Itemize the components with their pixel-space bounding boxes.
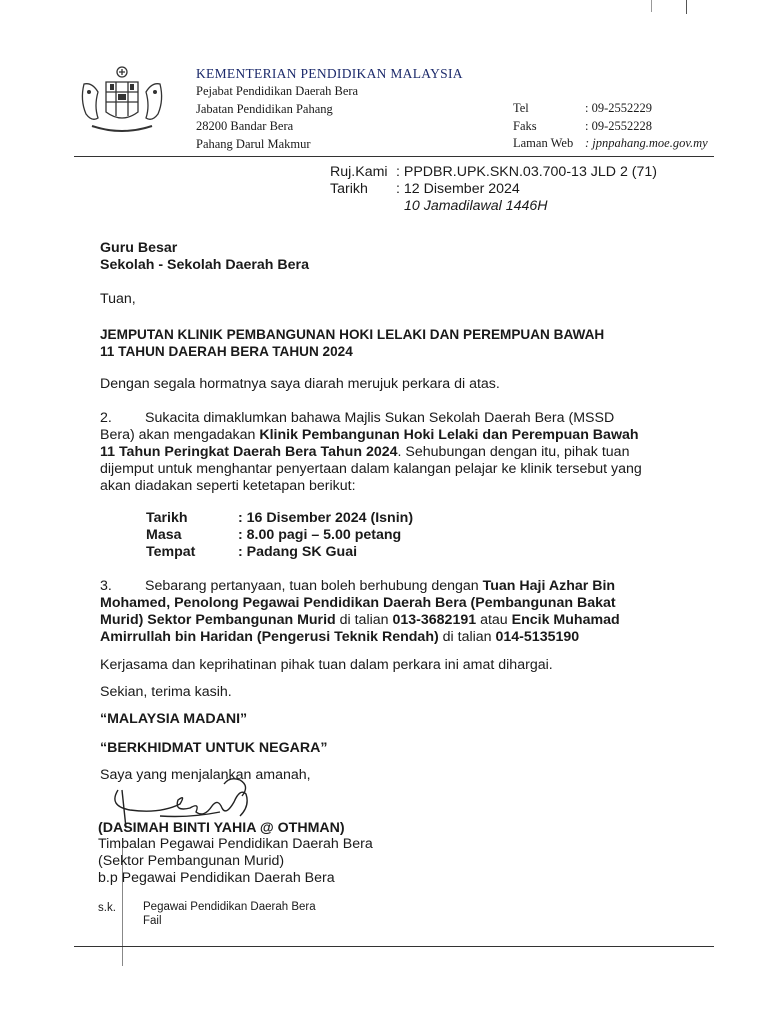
contact-label: Tel	[513, 101, 529, 115]
signatory-titles	[98, 836, 373, 887]
para-text-bold: Amirrullah bin Haridan (Pengerusi Teknik Rendah)	[100, 629, 439, 645]
subject-line: JEMPUTAN KLINIK PEMBANGUNAN HOKI LELAKI DAN PEREMPUAN BAWAH	[100, 327, 605, 342]
paragraph-1: Dengan segala hormatnya saya diarah merujuk perkara di atas.	[100, 376, 500, 392]
amanah-line: Saya yang menjalankan amanah,	[100, 767, 311, 783]
scan-artifact-line	[651, 0, 652, 12]
motto-madani: “MALAYSIA MADANI”	[100, 711, 248, 727]
event-label: Tempat	[146, 544, 196, 560]
para-text-bold: Tuan Haji Azhar Bin	[482, 578, 616, 594]
address-line: Pahang Darul Makmur	[196, 136, 311, 151]
contact-label: Faks	[513, 118, 537, 133]
event-value: : 8.00 pagi – 5.00 petang	[238, 527, 402, 543]
signatory-title: Timbalan Pegawai Pendidikan Daerah Bera	[98, 836, 373, 852]
para-text: di talian	[438, 629, 496, 645]
address-line: Pejabat Pendidikan Daerah Bera	[196, 84, 359, 98]
event-value: : Padang SK Guai	[238, 544, 358, 560]
office-address	[196, 83, 358, 153]
event-label: Tarikh	[146, 510, 188, 526]
recipient-school: Sekolah - Sekolah Daerah Bera	[100, 257, 309, 273]
recipient-title: Guru Besar	[100, 240, 178, 256]
salutation: Tuan,	[100, 291, 136, 307]
cc-label: s.k.	[98, 902, 116, 914]
para-text-bold: Murid) Sektor Pembangunan Murid	[100, 612, 336, 628]
para-text: atau	[476, 612, 512, 628]
address-line: 28200 Bandar Bera	[196, 119, 294, 133]
para-text: Sebarang pertanyaan, tuan boleh berhubung dengan	[145, 578, 483, 594]
paragraph-3	[100, 578, 690, 646]
tarikh-label: Tarikh	[330, 181, 368, 197]
crest-logo	[72, 62, 172, 142]
signatory-title: b.p Pegawai Pendidikan Daerah Bera	[98, 870, 335, 886]
ruj-value: : PPDBR.UPK.SKN.03.700-13 JLD 2 (71)	[396, 164, 658, 180]
ruj-label: Ruj.Kami	[330, 164, 388, 180]
para-text: Bera) akan mengadakan	[100, 427, 260, 443]
address-line: Jabatan Pendidikan Pahang	[196, 101, 333, 116]
phone-number: 014-5135190	[495, 629, 580, 645]
paragraph-4: Kerjasama dan keprihatinan pihak tuan dalam perkara ini amat dihargai.	[100, 657, 553, 673]
contact-value: : 09-2552228	[585, 118, 653, 133]
event-details	[146, 510, 413, 561]
scan-artifact-line	[686, 0, 687, 14]
contact-block	[513, 100, 708, 153]
cc-list	[143, 900, 316, 928]
para-text: akan diadakan seperti ketetapan berikut:	[100, 478, 356, 494]
subject	[100, 326, 604, 360]
phone-number: 013-3682191	[392, 612, 477, 628]
letterhead-divider	[74, 156, 714, 157]
para-text: Sukacita dimaklumkan bahawa Majlis Sukan Sekolah Daerah Bera (MSSD	[145, 410, 615, 426]
para-number: 3.	[100, 578, 112, 594]
subject-line: 11 TAHUN DAERAH BERA TAHUN 2024	[100, 344, 353, 359]
event-label: Masa	[146, 527, 182, 543]
footer-divider	[74, 946, 714, 947]
hijri-date: 10 Jamadilawal 1446H	[404, 198, 548, 214]
motto-berkhidmat: “BERKHIDMAT UNTUK NEGARA”	[100, 740, 328, 756]
cc-item: Fail	[143, 915, 162, 927]
signatory-name: (DASIMAH BINTI YAHIA @ OTHMAN)	[98, 820, 345, 836]
para-text-bold: 11 Tahun Peringkat Daerah Bera Tahun 2024	[100, 444, 398, 460]
recipient-block	[100, 240, 309, 274]
closing: Sekian, terima kasih.	[100, 684, 232, 700]
website-link[interactable]: : jpnpahang.moe.gov.my	[585, 136, 708, 150]
para-number: 2.	[100, 410, 112, 426]
para-text-bold: Encik Muhamad	[511, 612, 620, 628]
para-text-bold: Klinik Pembangunan Hoki Lelaki dan Perempuan Bawah	[259, 427, 639, 443]
para-text: di talian	[335, 612, 393, 628]
para-text: . Sehubungan dengan itu, pihak tuan	[397, 444, 630, 460]
paragraph-2	[100, 410, 685, 495]
event-value: : 16 Disember 2024 (Isnin)	[238, 510, 414, 526]
cc-item: Pegawai Pendidikan Daerah Bera	[143, 901, 316, 913]
reference-block	[330, 164, 657, 215]
signatory-title: (Sektor Pembangunan Murid)	[98, 853, 285, 869]
contact-value: : 09-2552229	[585, 101, 653, 115]
ministry-name: KEMENTERIAN PENDIDIKAN MALAYSIA	[196, 66, 463, 81]
tarikh-value: : 12 Disember 2024	[396, 181, 520, 197]
para-text: dijemput untuk menghantar penyertaan dalam kalangan pelajar ke klinik tersebut yang	[100, 461, 642, 477]
para-text-bold: Mohamed, Penolong Pegawai Pendidikan Daerah Bera (Pembangunan Bakat	[100, 595, 616, 611]
contact-label: Laman Web	[513, 136, 574, 150]
